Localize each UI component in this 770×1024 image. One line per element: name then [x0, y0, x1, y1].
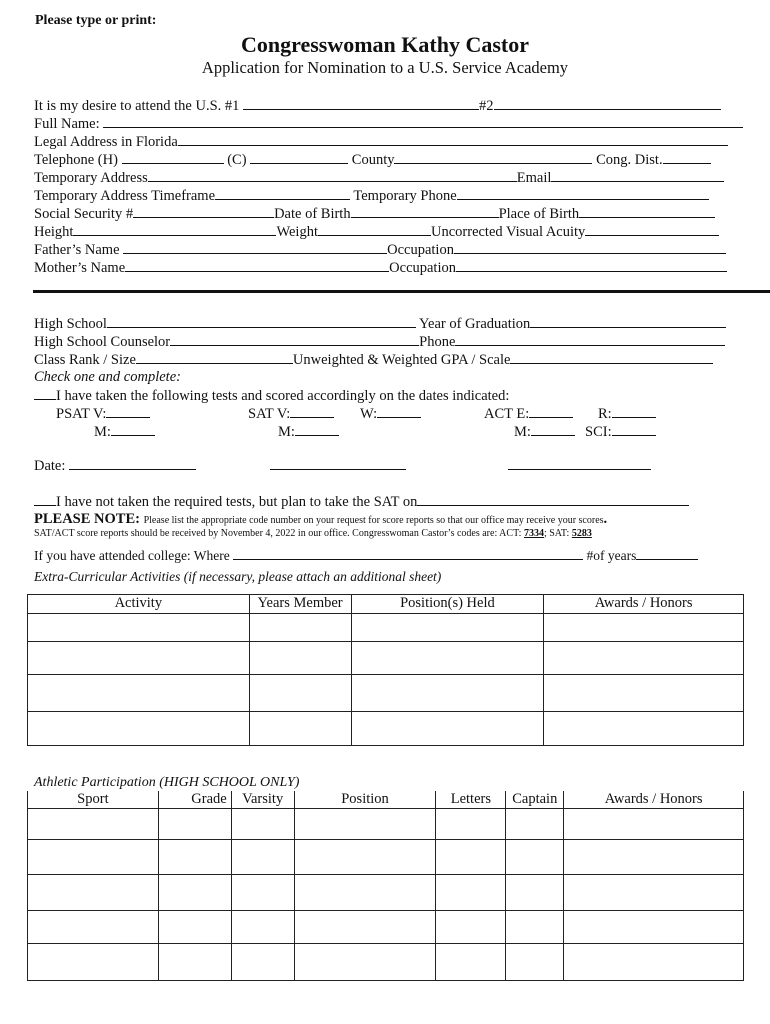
table-cell[interactable] — [351, 712, 544, 746]
date-sat-wrap — [270, 456, 406, 475]
field-height[interactable] — [73, 222, 276, 236]
row-dates — [34, 456, 196, 475]
act-sci — [585, 422, 656, 441]
athletic-header: Position — [294, 791, 436, 809]
field-temp-phone[interactable] — [457, 186, 709, 200]
table-cell[interactable] — [506, 944, 564, 981]
table-cell[interactable] — [28, 944, 159, 981]
label-desire-2: #2 — [479, 98, 494, 114]
label-act-r: R: — [598, 406, 612, 422]
field-father-occupation[interactable] — [454, 240, 726, 254]
field-counselor[interactable] — [170, 332, 419, 346]
table-cell[interactable] — [351, 675, 544, 712]
table-cell[interactable] — [564, 911, 744, 944]
table-cell[interactable] — [436, 911, 506, 944]
field-cong-dist[interactable] — [663, 150, 711, 164]
label-weight: Weight — [276, 224, 318, 240]
table-cell[interactable] — [436, 875, 506, 911]
field-dob[interactable] — [351, 204, 499, 218]
note-text: Please list the appropriate code number on your request for score reports so that our office may receive your scores — [143, 515, 604, 526]
label-grad-year: Year of Graduation — [419, 316, 531, 332]
label-not-taken: I have not taken the required tests, but plan to take the SAT on — [56, 494, 418, 510]
table-row — [28, 911, 744, 944]
type-print-note: Please type or print: — [35, 13, 157, 28]
act-r — [598, 404, 656, 423]
table-cell[interactable] — [28, 712, 250, 746]
field-mother-occupation[interactable] — [456, 258, 727, 272]
table-cell[interactable] — [158, 944, 231, 981]
athletic-header: Captain — [506, 791, 564, 809]
table-cell[interactable] — [28, 911, 159, 944]
table-cell[interactable] — [506, 911, 564, 944]
field-pob[interactable] — [579, 204, 715, 218]
row-counselor — [34, 332, 725, 351]
check-one-label: Check one and complete: — [34, 369, 181, 385]
label-full-name: Full Name: — [34, 116, 100, 132]
activities-header: Activity — [28, 595, 250, 614]
table-cell[interactable] — [436, 809, 506, 840]
row-taken-tests — [34, 386, 509, 405]
table-cell[interactable] — [294, 875, 436, 911]
table-cell[interactable] — [231, 944, 294, 981]
field-counselor-phone[interactable] — [455, 332, 725, 346]
field-date-psat[interactable] — [69, 456, 196, 470]
field-psat-v[interactable] — [106, 404, 150, 418]
table-cell[interactable] — [564, 840, 744, 875]
checkbox-not-taken[interactable] — [34, 492, 56, 506]
row-temp-address — [34, 168, 724, 187]
field-college[interactable] — [233, 546, 583, 560]
checkbox-taken-tests[interactable] — [34, 386, 56, 400]
table-row — [28, 840, 744, 875]
label-telephone-h: Telephone (H) — [34, 152, 118, 168]
table-row — [28, 875, 744, 911]
table-cell[interactable] — [564, 809, 744, 840]
table-cell[interactable] — [249, 642, 351, 675]
table-cell[interactable] — [544, 675, 744, 712]
label-cong-dist: Cong. Dist. — [596, 152, 663, 168]
label-visual: Uncorrected Visual Acuity — [431, 224, 586, 240]
table-cell[interactable] — [231, 840, 294, 875]
page-title: Congresswoman Kathy Castor — [240, 32, 530, 57]
label-college: If you have attended college: Where — [34, 548, 230, 563]
row-academy — [34, 96, 721, 115]
table-cell[interactable] — [294, 944, 436, 981]
table-cell[interactable] — [249, 614, 351, 642]
row-height — [34, 222, 719, 241]
table-cell[interactable] — [544, 712, 744, 746]
row-codes — [34, 528, 592, 540]
label-temp-phone: Temporary Phone — [353, 188, 457, 204]
sat-label: ; SAT: — [543, 528, 572, 539]
label-mother-occupation: Occupation — [389, 260, 456, 276]
label-father-occupation: Occupation — [387, 242, 454, 258]
label-act-m: M: — [514, 424, 531, 440]
label-pob: Place of Birth — [498, 206, 580, 222]
label-county: County — [351, 152, 395, 168]
row-college — [34, 546, 698, 565]
field-act-m[interactable] — [531, 422, 575, 436]
table-row — [28, 944, 744, 981]
label-dob: Date of Birth — [274, 206, 351, 222]
table-cell[interactable] — [506, 809, 564, 840]
table-cell[interactable] — [231, 809, 294, 840]
table-cell[interactable] — [294, 911, 436, 944]
label-telephone-c: (C) — [227, 152, 247, 168]
act-e — [484, 404, 573, 423]
row-father — [34, 240, 726, 259]
activities-header-row — [28, 595, 744, 614]
activities-header: Years Member — [249, 595, 351, 614]
table-cell[interactable] — [28, 875, 159, 911]
row-not-taken — [34, 492, 689, 511]
field-grad-year[interactable] — [530, 314, 726, 328]
field-weight[interactable] — [318, 222, 431, 236]
field-class-rank[interactable] — [136, 350, 293, 364]
row-temp-timeframe — [34, 186, 709, 205]
row-legal-address — [34, 132, 728, 151]
field-act-sci[interactable] — [612, 422, 656, 436]
activities-header: Position(s) Held — [351, 595, 544, 614]
label-years: #of years — [586, 548, 637, 563]
table-cell[interactable] — [28, 614, 250, 642]
table-cell[interactable] — [544, 642, 744, 675]
field-academy-2[interactable] — [494, 96, 721, 110]
label-temp-timeframe: Temporary Address Timeframe — [34, 188, 216, 204]
table-cell[interactable] — [231, 875, 294, 911]
table-cell[interactable] — [436, 944, 506, 981]
table-cell[interactable] — [294, 840, 436, 875]
table-cell[interactable] — [158, 911, 231, 944]
field-temp-timeframe[interactable] — [215, 186, 350, 200]
label-taken-tests: I have taken the following tests and scored accordingly on the dates indicated: — [56, 388, 510, 404]
table-cell[interactable] — [158, 809, 231, 840]
label-legal-address: Legal Address in Florida — [34, 134, 178, 150]
date-act-wrap — [508, 456, 651, 475]
athletic-table — [27, 791, 744, 981]
label-act-sci: SCI: — [585, 424, 612, 440]
field-email[interactable] — [551, 168, 724, 182]
sat-m — [278, 422, 339, 441]
label-gpa: Unweighted & Weighted GPA / Scale — [292, 352, 511, 368]
field-sat-plan-date[interactable] — [417, 492, 689, 506]
table-row — [28, 642, 744, 675]
table-cell[interactable] — [28, 642, 250, 675]
psat-m — [94, 422, 155, 441]
sat-v — [248, 404, 334, 423]
table-row — [28, 712, 744, 746]
label-please-note: PLEASE NOTE: — [34, 511, 140, 527]
table-cell[interactable] — [564, 944, 744, 981]
table-cell[interactable] — [158, 875, 231, 911]
label-height: Height — [34, 224, 74, 240]
table-cell[interactable] — [158, 840, 231, 875]
psat-v — [56, 404, 150, 423]
row-telephone — [34, 150, 711, 169]
table-cell[interactable] — [506, 840, 564, 875]
table-cell[interactable] — [231, 911, 294, 944]
row-please-note: PLEASE NOTE: Please list the appropriate code number on your request for score reports so that our office may receive your scores. — [34, 511, 608, 527]
table-cell[interactable] — [28, 809, 159, 840]
label-desire: It is my desire to attend the U.S. #1 — [34, 98, 240, 114]
act-code: 7334 — [523, 528, 544, 539]
label-mother: Mother’s Name — [34, 260, 126, 276]
label-sat-w: W: — [360, 406, 378, 422]
page-subtitle: Application for Nomination to a U.S. Service Academy — [201, 58, 569, 77]
field-date-sat[interactable] — [270, 456, 406, 470]
label-class-rank: Class Rank / Size — [34, 352, 136, 368]
field-telephone-h[interactable] — [122, 150, 224, 164]
note-line2: SAT/ACT score reports should be received by November 4, 2022 in our office. Congresswoman Castor’s codes are: ACT: — [34, 528, 524, 539]
table-cell[interactable] — [436, 840, 506, 875]
label-father: Father’s Name — [34, 242, 120, 258]
table-cell[interactable] — [544, 614, 744, 642]
label-counselor-phone: Phone — [419, 334, 456, 350]
activities-table — [27, 594, 744, 746]
activities-header: Awards / Honors — [544, 595, 744, 614]
field-academy-1[interactable] — [243, 96, 479, 110]
athletic-header: Sport — [28, 791, 159, 809]
field-act-r[interactable] — [612, 404, 656, 418]
row-high-school — [34, 314, 726, 333]
row-class-rank — [34, 350, 713, 369]
table-row — [28, 809, 744, 840]
sat-w — [360, 404, 421, 423]
table-cell[interactable] — [351, 642, 544, 675]
table-cell[interactable] — [249, 712, 351, 746]
field-ssn[interactable] — [133, 204, 274, 218]
table-cell[interactable] — [506, 875, 564, 911]
label-psat-m: M: — [94, 424, 111, 440]
label-email: Email — [516, 170, 552, 186]
field-gpa[interactable] — [510, 350, 713, 364]
label-date: Date: — [34, 458, 66, 474]
field-sat-w[interactable] — [377, 404, 421, 418]
act-m — [514, 422, 575, 441]
field-act-e[interactable] — [529, 404, 573, 418]
row-mother — [34, 258, 727, 277]
label-sat-m: M: — [278, 424, 295, 440]
field-county[interactable] — [394, 150, 592, 164]
field-telephone-c[interactable] — [250, 150, 348, 164]
table-cell[interactable] — [28, 840, 159, 875]
row-ssn — [34, 204, 715, 223]
table-cell[interactable] — [249, 675, 351, 712]
athletic-title: Athletic Participation (HIGH SCHOOL ONLY) — [34, 775, 300, 790]
athletic-header: Varsity — [231, 791, 294, 809]
label-temp-address: Temporary Address — [34, 170, 148, 186]
field-high-school[interactable] — [107, 314, 416, 328]
field-date-act[interactable] — [508, 456, 651, 470]
field-sat-v[interactable] — [290, 404, 334, 418]
table-cell[interactable] — [351, 614, 544, 642]
label-sat-v: SAT V: — [248, 406, 291, 422]
extra-curricular-label: Extra-Curricular Activities (if necessary, please attach an additional sheet) — [34, 569, 442, 584]
label-high-school: High School — [34, 316, 107, 332]
athletic-header: Letters — [436, 791, 506, 809]
table-cell[interactable] — [294, 809, 436, 840]
sat-code: 5283 — [571, 528, 592, 539]
field-years[interactable] — [636, 546, 698, 560]
athletic-header: Grade — [158, 791, 231, 809]
label-psat-v: PSAT V: — [56, 406, 107, 422]
section-divider — [33, 290, 770, 293]
field-father[interactable] — [123, 240, 387, 254]
table-cell[interactable] — [28, 675, 250, 712]
athletic-header: Awards / Honors — [564, 791, 744, 809]
label-counselor: High School Counselor — [34, 334, 171, 350]
field-psat-m[interactable] — [111, 422, 155, 436]
table-row — [28, 614, 744, 642]
field-full-name[interactable] — [103, 114, 743, 128]
field-legal-address[interactable] — [178, 132, 728, 146]
field-temp-address[interactable] — [148, 168, 517, 182]
field-sat-m[interactable] — [295, 422, 339, 436]
label-act-e: ACT E: — [484, 406, 530, 422]
table-cell[interactable] — [564, 875, 744, 911]
field-visual[interactable] — [585, 222, 719, 236]
label-ssn: Social Security # — [34, 206, 134, 222]
athletic-header-row — [28, 791, 744, 809]
field-mother[interactable] — [125, 258, 389, 272]
row-full-name — [34, 114, 743, 133]
table-row — [28, 675, 744, 712]
